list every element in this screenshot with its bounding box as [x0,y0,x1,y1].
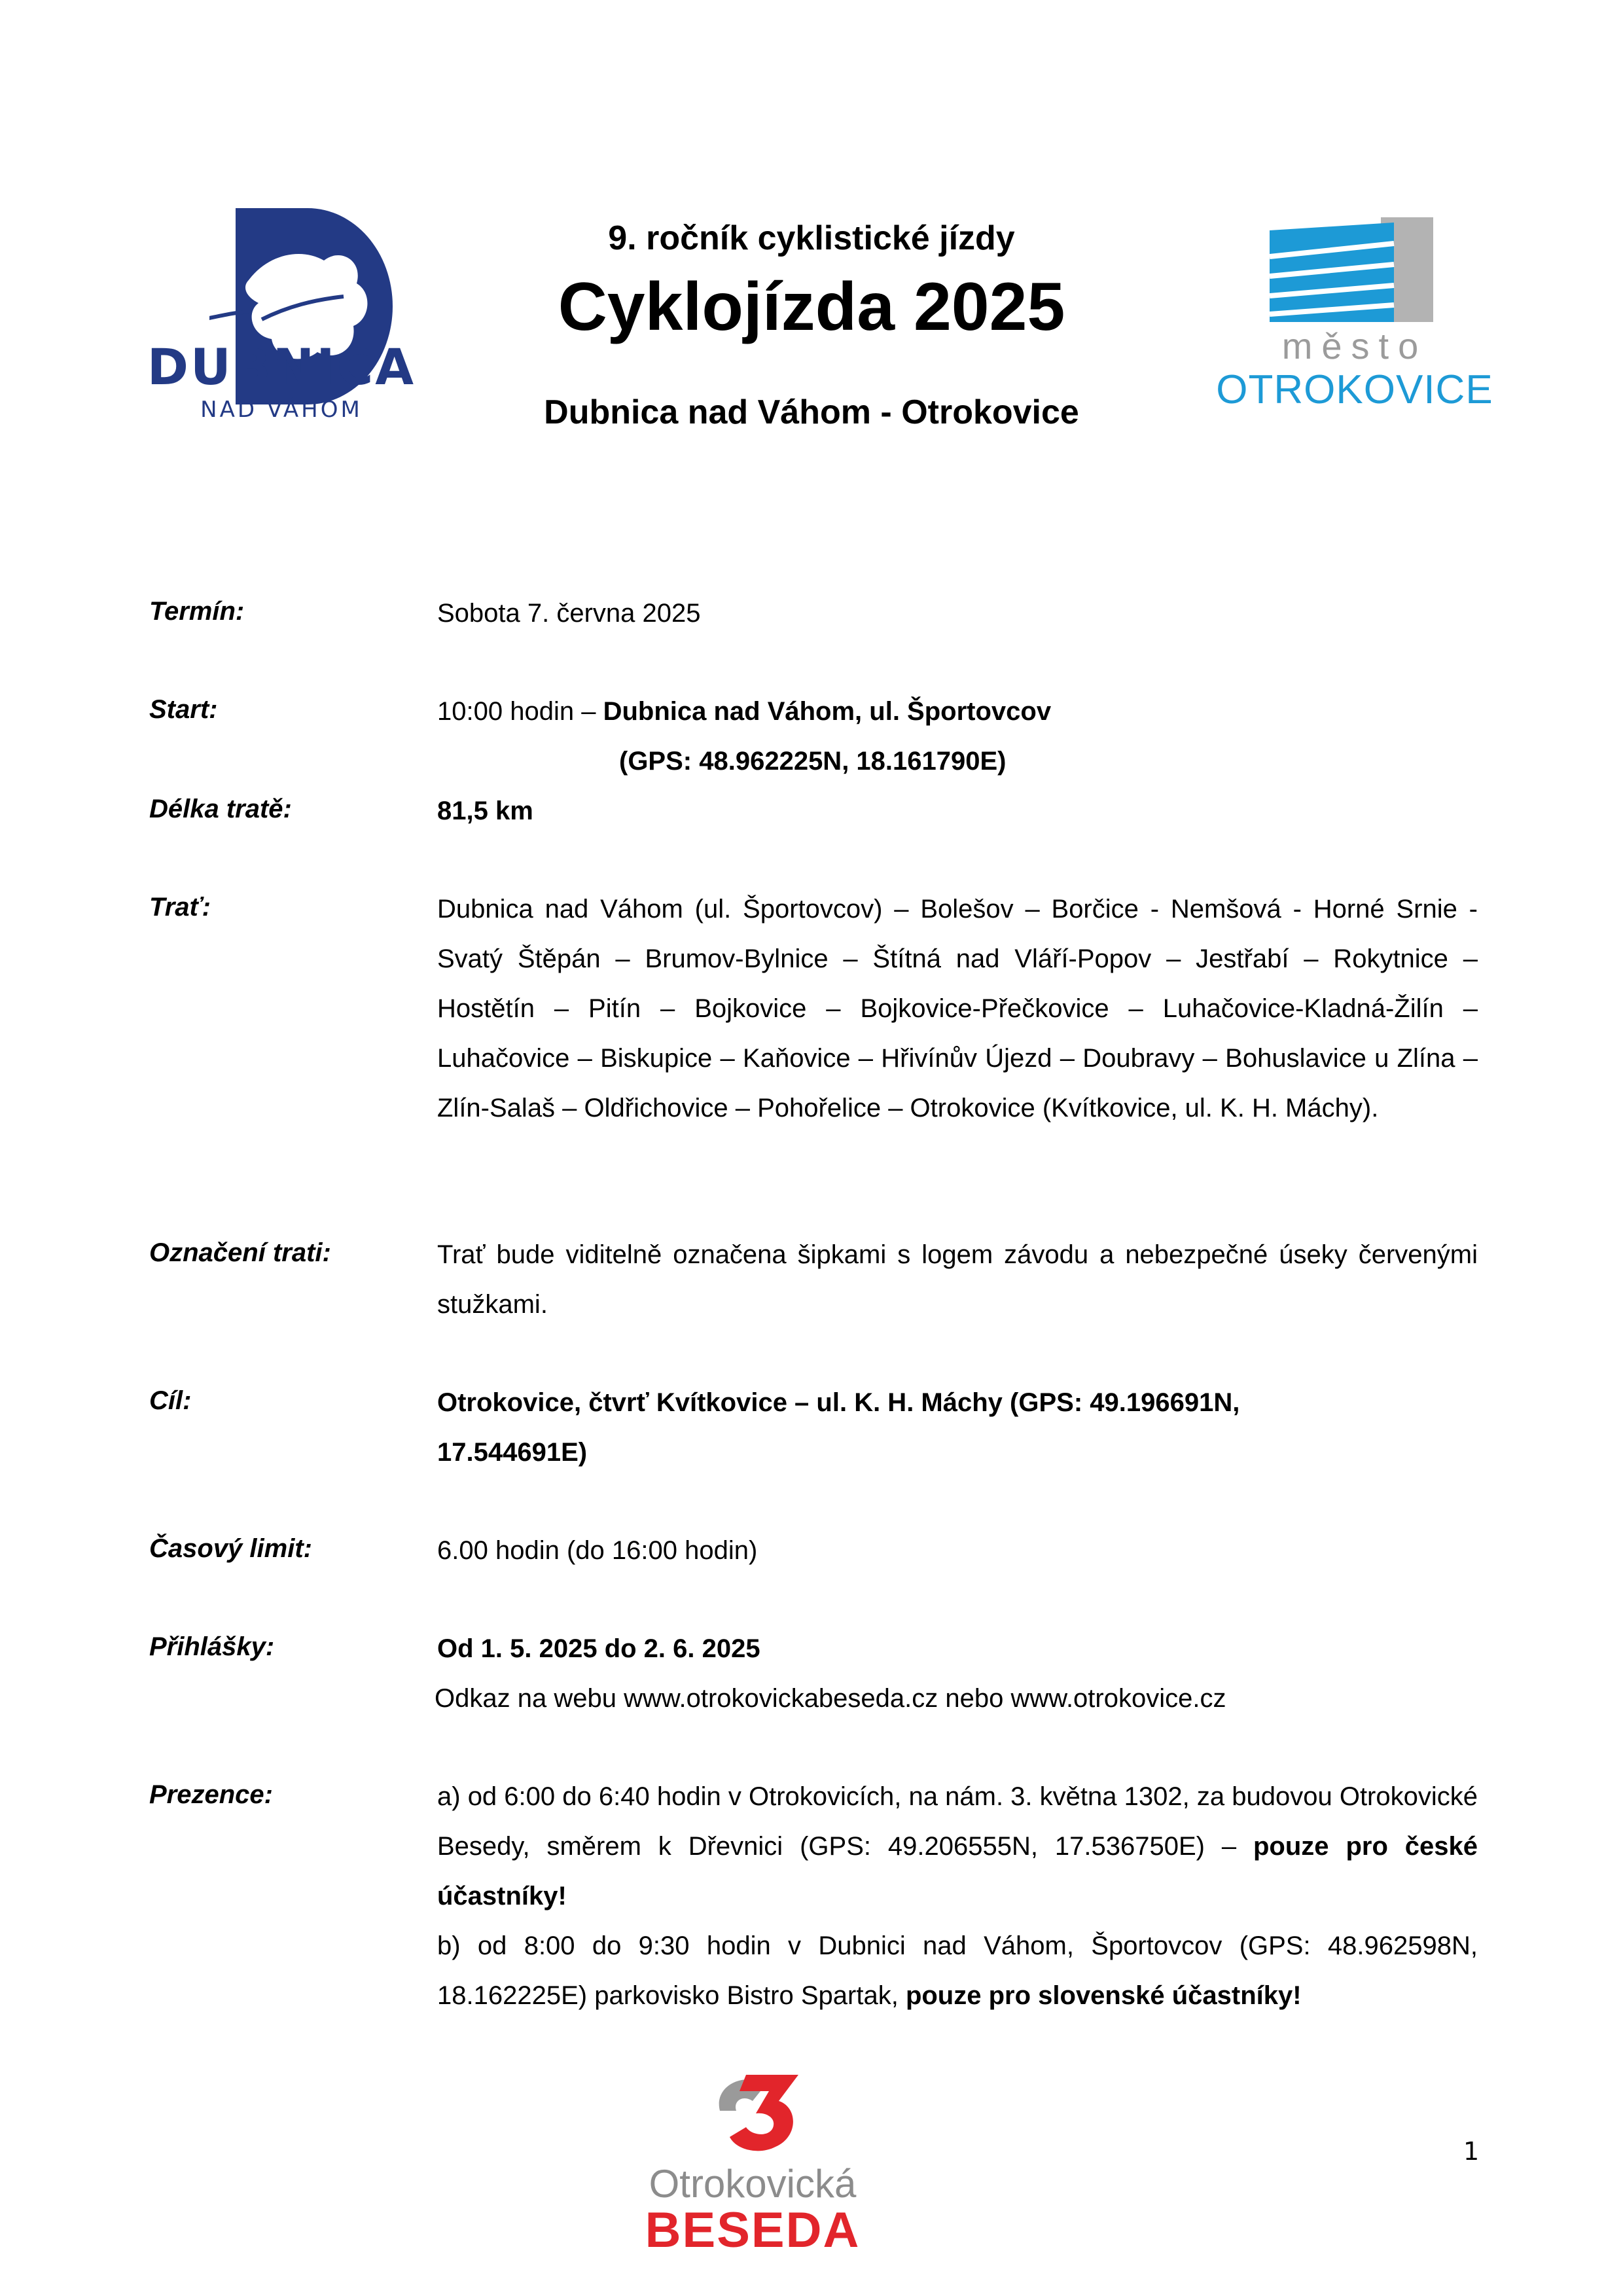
termin-label: Termín: [149,597,245,626]
oznaceni-label: Označení trati: [149,1238,331,1267]
beseda-logo-word1: Otrokovická [649,2162,857,2206]
prezence-a-text: a) od 6:00 do 6:40 hodin v Otrokovicích, na nám. 3. května 1302, za budovou Otrokovické Besedy, směrem k Dřevnici (GPS: 49.206555N, 17.536750E) – [437,1782,1478,1861]
event-route: Dubnica nad Váhom - Otrokovice [544,393,1079,431]
start-place: Dubnica nad Váhom, ul. Športovcov [603,697,1052,726]
prezence-b [437,1921,1478,2020]
prezence-b-text: b) od 8:00 do 9:30 hodin v Dubnici nad Váhom, Športovcov (GPS: 48.962598N, 18.162225E) parkovisko Bistro Spartak, [437,1931,1478,2010]
event-edition: 9. ročník cyklistické jízdy [608,219,1015,257]
prezence-b-bold: pouze pro slovenské účastníky! [905,1981,1302,2010]
page-title: Cyklojízda 2025 [558,269,1065,345]
cil-value: Otrokovice, čtvrť Kvítkovice – ul. K. H. Máchy (GPS: 49.196691N, 17.544691E) [437,1388,1240,1467]
dubnica-logo-word: DUBNICA [147,338,416,396]
otrokovice-logo-name: OTROKOVICE [1216,367,1493,412]
prezence-a-bold: pouze pro české účastníky! [437,1832,1478,1910]
start-value [437,687,1478,786]
prihlasky-label: Přihlášky: [149,1632,275,1661]
limit-label: Časový limit: [149,1534,312,1563]
termin-value: Sobota 7. června 2025 [437,599,701,628]
start-time: 10:00 hodin – [437,697,603,726]
start-label: Start: [149,695,218,724]
prezence-label: Prezence: [149,1780,273,1809]
prihlasky-link: Odkaz na webu www.otrokovickabeseda.cz nebo www.otrokovice.cz [435,1684,1226,1713]
page-number: 1 [1463,2137,1480,2166]
trat-value: Dubnica nad Váhom (ul. Športovcov) – Bolešov – Borčice - Nemšová - Horné Srnie - Svatý Štěpán – Brumov-Bylnice – Štítná nad Vláří-Popov – Jestřabí – Rokytnice – Hostětín – Pitín – Bojkovice – Bojkovice-Přečkovice – Luhačovice-Kladná-Žilín – Luhačovice – Biskupice – Kaňovice – Hřivínův Újezd – Doubravy – Bohuslavice u Zlína – Zlín-Salaš – Oldřichovice – Pohořelice – Otrokovice (Kvítkovice, ul. K. H. Máchy). [437,895,1478,1122]
oznaceni-value: Trať bude viditelně označena šipkami s logem závodu a nebezpečné úseky červenými stužkami. [437,1240,1478,1319]
beseda-b-icon [700,2072,805,2157]
delka-value: 81,5 km [437,797,533,825]
prihlasky-dates: Od 1. 5. 2025 do 2. 6. 2025 [437,1634,760,1663]
prihlasky-value [437,1624,1478,1723]
delka-label: Délka tratě: [149,795,292,823]
otrokovice-building-icon [1270,217,1440,329]
start-gps: (GPS: 48.962225N, 18.161790E) [619,747,1007,776]
trat-label: Trať: [149,893,211,922]
otrokovice-logo-mesto: město [1281,325,1428,367]
prezence-value [437,1772,1478,2020]
limit-value: 6.00 hodin (do 16:00 hodin) [437,1536,758,1565]
beseda-logo-word2: BESEDA [645,2202,861,2258]
prezence-a [437,1772,1478,1921]
cil-label: Cíl: [149,1386,192,1415]
dubnica-logo-sub: NAD VÁHOM [200,397,363,423]
